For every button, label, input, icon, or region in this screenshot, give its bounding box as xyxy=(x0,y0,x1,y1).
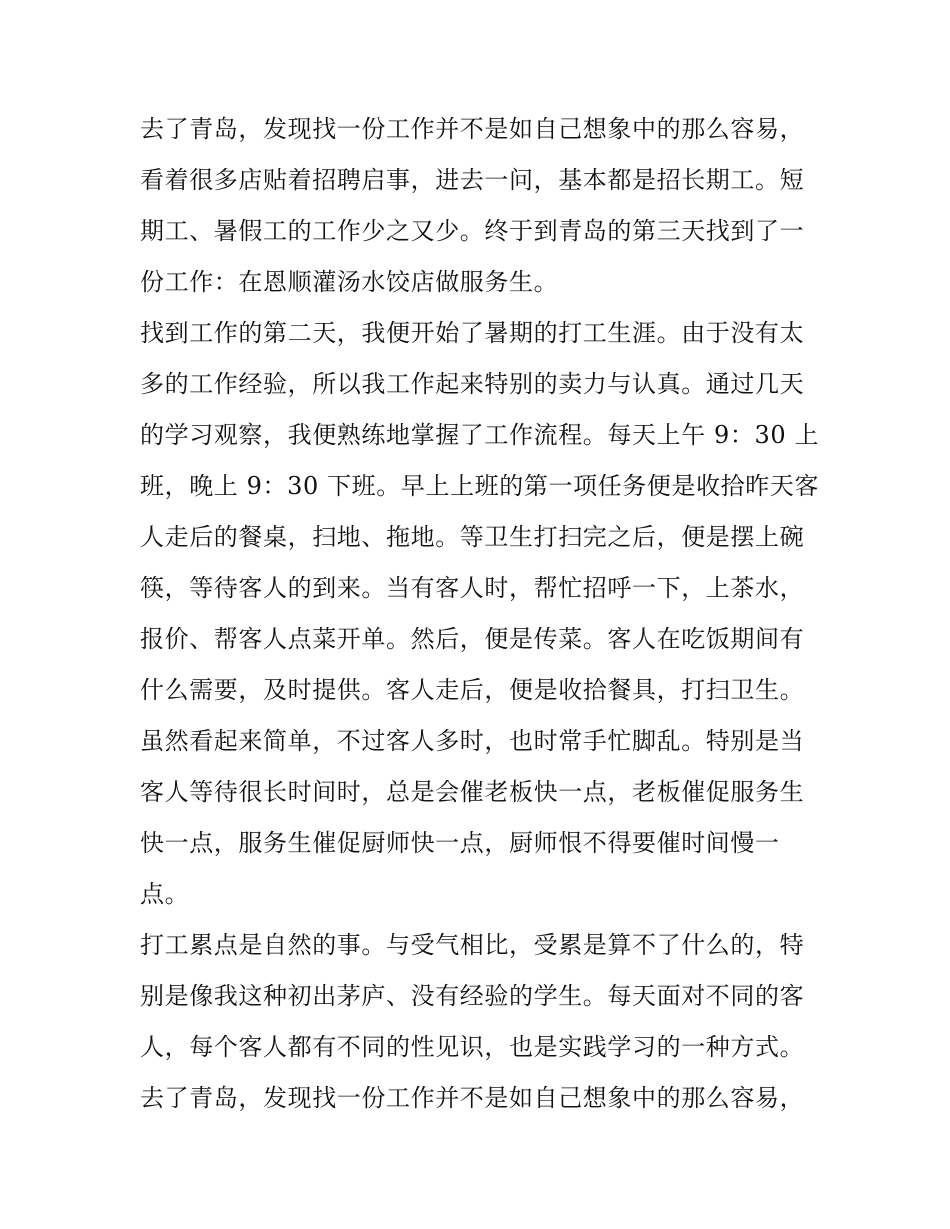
text-line: 虽然看起来简单，不过客人多时，也时常手忙脚乱。特别是当 xyxy=(140,727,805,755)
text-line: 看着很多店贴着招聘启事，进去一问，基本都是招长期工。短 xyxy=(140,166,805,194)
text-line: 多的工作经验，所以我工作起来特别的卖力与认真。通过几天 xyxy=(140,370,805,398)
text-line: 点。 xyxy=(140,880,190,908)
text-line: 去了青岛，发现找一份工作并不是如自己想象中的那么容易， xyxy=(140,1084,805,1112)
text-line: 人走后的餐桌，扫地、拖地。等卫生打扫完之后，便是摆上碗 xyxy=(140,523,805,551)
text-line: 的学习观察，我便熟练地掌握了工作流程。每天上午 9：30 上 xyxy=(140,421,820,449)
text-line: 快一点，服务生催促厨师快一点，厨师恨不得要催时间慢一 xyxy=(140,829,780,857)
text-line: 打工累点是自然的事。与受气相比，受累是算不了什么的，特 xyxy=(140,931,805,959)
text-line: 去了青岛，发现找一份工作并不是如自己想象中的那么容易， xyxy=(140,115,805,143)
text-line: 别是像我这种初出茅庐、没有经验的学生。每天面对不同的客 xyxy=(140,982,805,1010)
text-line: 找到工作的第二天，我便开始了暑期的打工生涯。由于没有太 xyxy=(140,319,805,347)
text-line: 期工、暑假工的工作少之又少。终于到青岛的第三天找到了一 xyxy=(140,217,805,245)
text-line: 报价、帮客人点菜开单。然后，便是传菜。客人在吃饭期间有 xyxy=(140,625,805,653)
text-line: 人，每个客人都有不同的性见识，也是实践学习的一种方式。 xyxy=(140,1033,805,1061)
text-line: 什么需要，及时提供。客人走后，便是收拾餐具，打扫卫生。 xyxy=(140,676,805,704)
text-line: 筷，等待客人的到来。当有客人时，帮忙招呼一下，上茶水， xyxy=(140,574,805,602)
body-text xyxy=(140,104,820,1124)
text-line: 份工作：在恩顺灌汤水饺店做服务生。 xyxy=(140,268,559,296)
text-line: 班，晚上 9：30 下班。早上上班的第一项任务便是收拾昨天客 xyxy=(140,472,820,500)
text-line: 客人等待很长时间时，总是会催老板快一点，老板催促服务生 xyxy=(140,778,805,806)
